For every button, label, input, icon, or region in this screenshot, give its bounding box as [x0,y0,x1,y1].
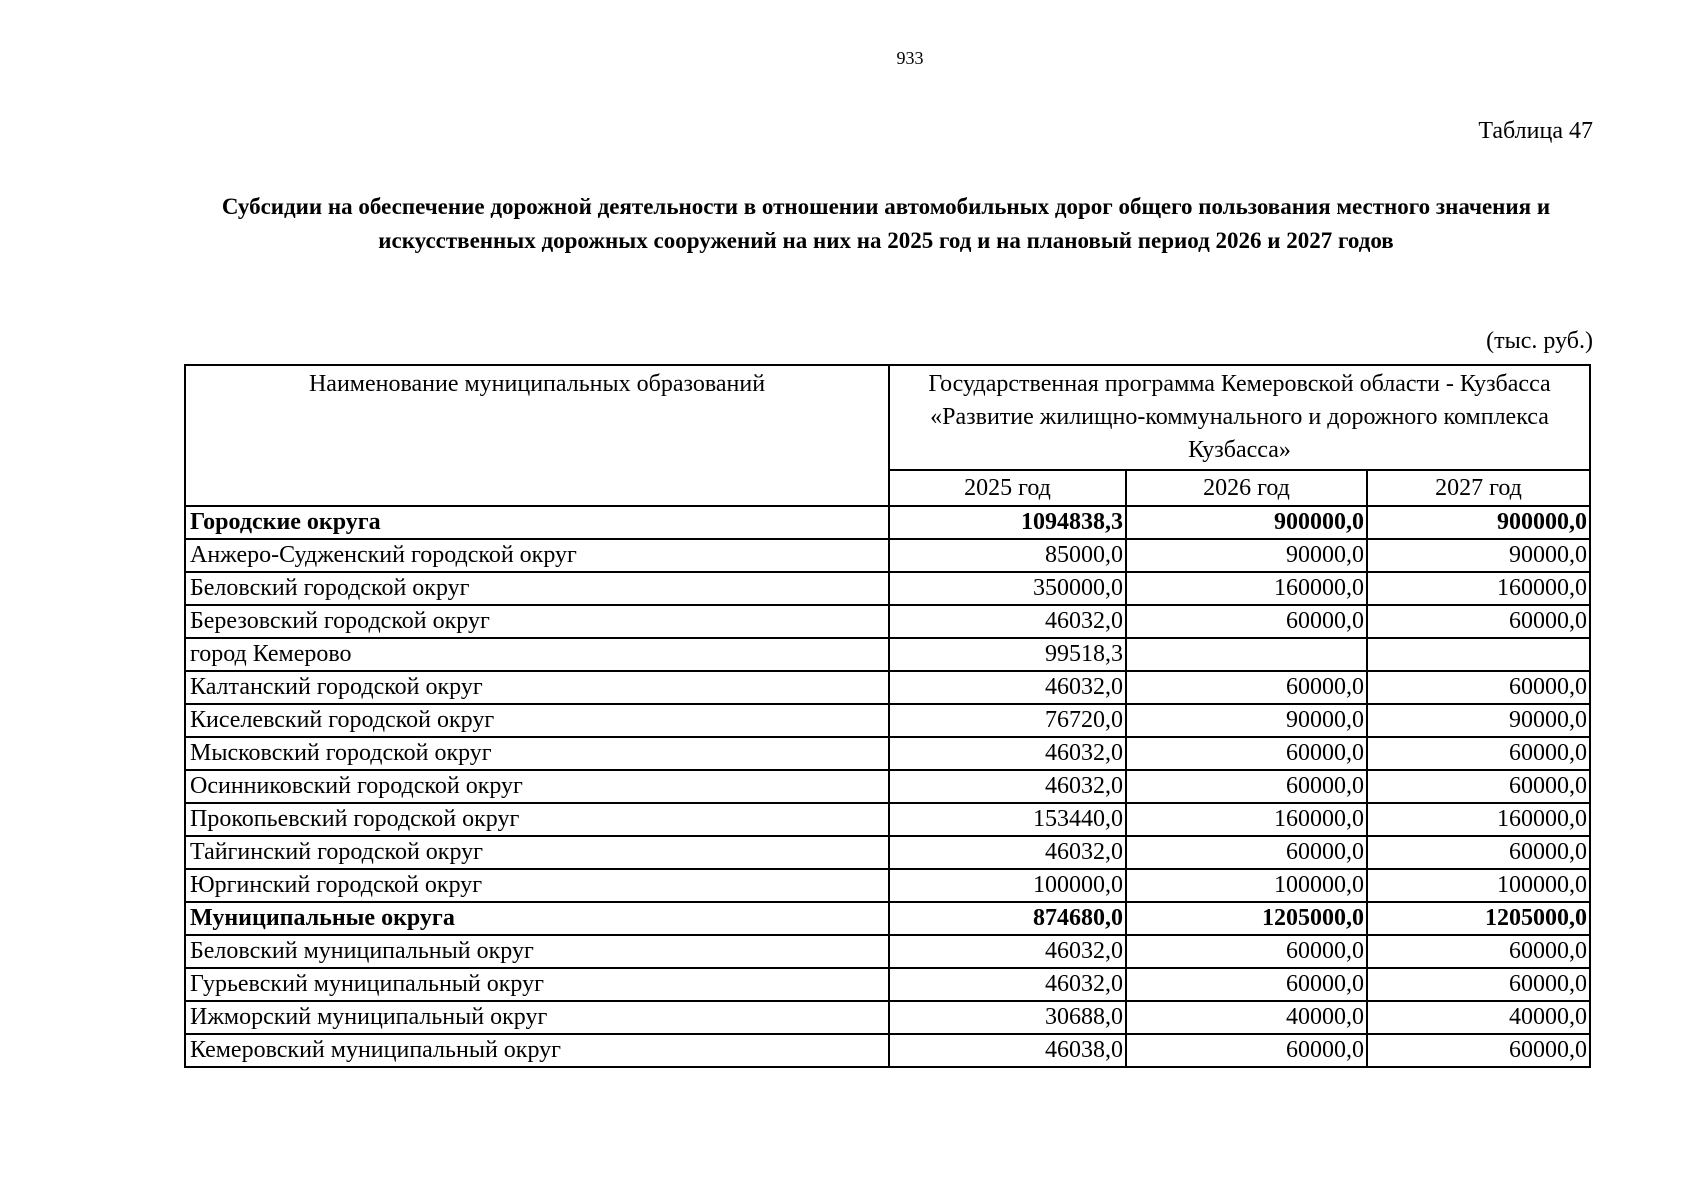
row-value-2027: 90000,0 [1367,704,1590,737]
row-value-2025: 1094838,3 [889,506,1126,539]
row-value-2025: 46032,0 [889,836,1126,869]
row-value-2026: 1205000,0 [1126,902,1367,935]
row-value-2026: 900000,0 [1126,506,1367,539]
row-value-2025: 100000,0 [889,869,1126,902]
row-value-2026: 60000,0 [1126,935,1367,968]
row-name-cell: Городские округа [185,506,889,539]
row-value-2027: 60000,0 [1367,836,1590,869]
row-value-2027: 60000,0 [1367,737,1590,770]
row-value-2026: 60000,0 [1126,671,1367,704]
table-label: Таблица 47 [1478,118,1593,144]
row-name-cell: Киселевский городской округ [185,704,889,737]
row-value-2027: 90000,0 [1367,539,1590,572]
row-value-2027: 100000,0 [1367,869,1590,902]
row-value-2027 [1367,638,1590,671]
row-name-cell: Беловский муниципальный округ [185,935,889,968]
row-value-2027: 900000,0 [1367,506,1590,539]
header-year-2025: 2025 год [889,470,1126,506]
row-value-2025: 46032,0 [889,935,1126,968]
row-value-2025: 874680,0 [889,902,1126,935]
table-row [185,968,1590,1001]
page-number: 933 [896,48,924,68]
row-value-2025: 85000,0 [889,539,1126,572]
table-row [185,902,1590,935]
row-name-cell: Осинниковский городской округ [185,770,889,803]
row-value-2025: 46032,0 [889,968,1126,1001]
row-name-cell: Кемеровский муниципальный округ [185,1034,889,1067]
row-name-cell: Мысковский городской округ [185,737,889,770]
table-row [185,935,1590,968]
row-value-2027: 160000,0 [1367,572,1590,605]
row-value-2026 [1126,638,1367,671]
row-value-2027: 60000,0 [1367,605,1590,638]
row-name-cell: Калтанский городской округ [185,671,889,704]
row-name-cell: город Кемерово [185,638,889,671]
row-value-2026: 90000,0 [1126,704,1367,737]
table-row [185,671,1590,704]
row-value-2027: 40000,0 [1367,1001,1590,1034]
row-value-2026: 40000,0 [1126,1001,1367,1034]
row-name-cell: Ижморский муниципальный округ [185,1001,889,1034]
row-value-2026: 160000,0 [1126,803,1367,836]
row-value-2026: 60000,0 [1126,968,1367,1001]
row-name-cell: Гурьевский муниципальный округ [185,968,889,1001]
table-row [185,572,1590,605]
row-value-2025: 46032,0 [889,737,1126,770]
table-row [185,539,1590,572]
row-value-2027: 60000,0 [1367,935,1590,968]
header-year-2026: 2026 год [1126,470,1367,506]
table-row [185,869,1590,902]
header-year-2027: 2027 год [1367,470,1590,506]
row-value-2025: 46038,0 [889,1034,1126,1067]
units-label: (тыс. руб.) [1486,328,1593,354]
table-row [185,506,1590,539]
table-body [185,365,1590,1067]
table-row [185,1001,1590,1034]
row-value-2026: 60000,0 [1126,737,1367,770]
row-value-2027: 60000,0 [1367,1034,1590,1067]
row-value-2025: 76720,0 [889,704,1126,737]
row-name-cell: Муниципальные округа [185,902,889,935]
table-row [185,770,1590,803]
table-row [185,704,1590,737]
document-title: Субсидии на обеспечение дорожной деятельности в отношении автомобильных дорог общего пользования местного значения и искусственных дорожных сооружений на них на 2025 год и на плановый период 2026 и 2027 годов [221,194,1551,253]
header-name-column: Наименование муниципальных образований [185,365,889,506]
row-value-2025: 350000,0 [889,572,1126,605]
table-row [185,836,1590,869]
row-value-2025: 46032,0 [889,605,1126,638]
row-value-2027: 60000,0 [1367,770,1590,803]
row-name-cell: Юргинский городской округ [185,869,889,902]
row-name-cell: Беловский городской округ [185,572,889,605]
row-value-2025: 30688,0 [889,1001,1126,1034]
row-value-2025: 46032,0 [889,671,1126,704]
table-row [185,1034,1590,1067]
row-value-2025: 99518,3 [889,638,1126,671]
row-value-2027: 60000,0 [1367,968,1590,1001]
row-value-2025: 153440,0 [889,803,1126,836]
row-name-cell: Анжеро-Судженский городской округ [185,539,889,572]
row-value-2026: 100000,0 [1126,869,1367,902]
row-value-2026: 90000,0 [1126,539,1367,572]
row-value-2026: 60000,0 [1126,605,1367,638]
table-row [185,737,1590,770]
row-value-2027: 160000,0 [1367,803,1590,836]
table-row [185,605,1590,638]
header-row [185,365,1590,470]
row-name-cell: Прокопьевский городской округ [185,803,889,836]
table-row [185,803,1590,836]
header-program: Государственная программа Кемеровской области - Кузбасса «Развитие жилищно-коммунального и дорожного комплекса Кузбасса» [889,365,1590,470]
row-value-2026: 60000,0 [1126,836,1367,869]
row-name-cell: Тайгинский городской округ [185,836,889,869]
row-value-2027: 1205000,0 [1367,902,1590,935]
table-row [185,638,1590,671]
subsidies-table [184,364,1591,1068]
row-name-cell: Березовский городской округ [185,605,889,638]
row-value-2026: 160000,0 [1126,572,1367,605]
row-value-2027: 60000,0 [1367,671,1590,704]
row-value-2026: 60000,0 [1126,1034,1367,1067]
row-value-2025: 46032,0 [889,770,1126,803]
row-value-2026: 60000,0 [1126,770,1367,803]
